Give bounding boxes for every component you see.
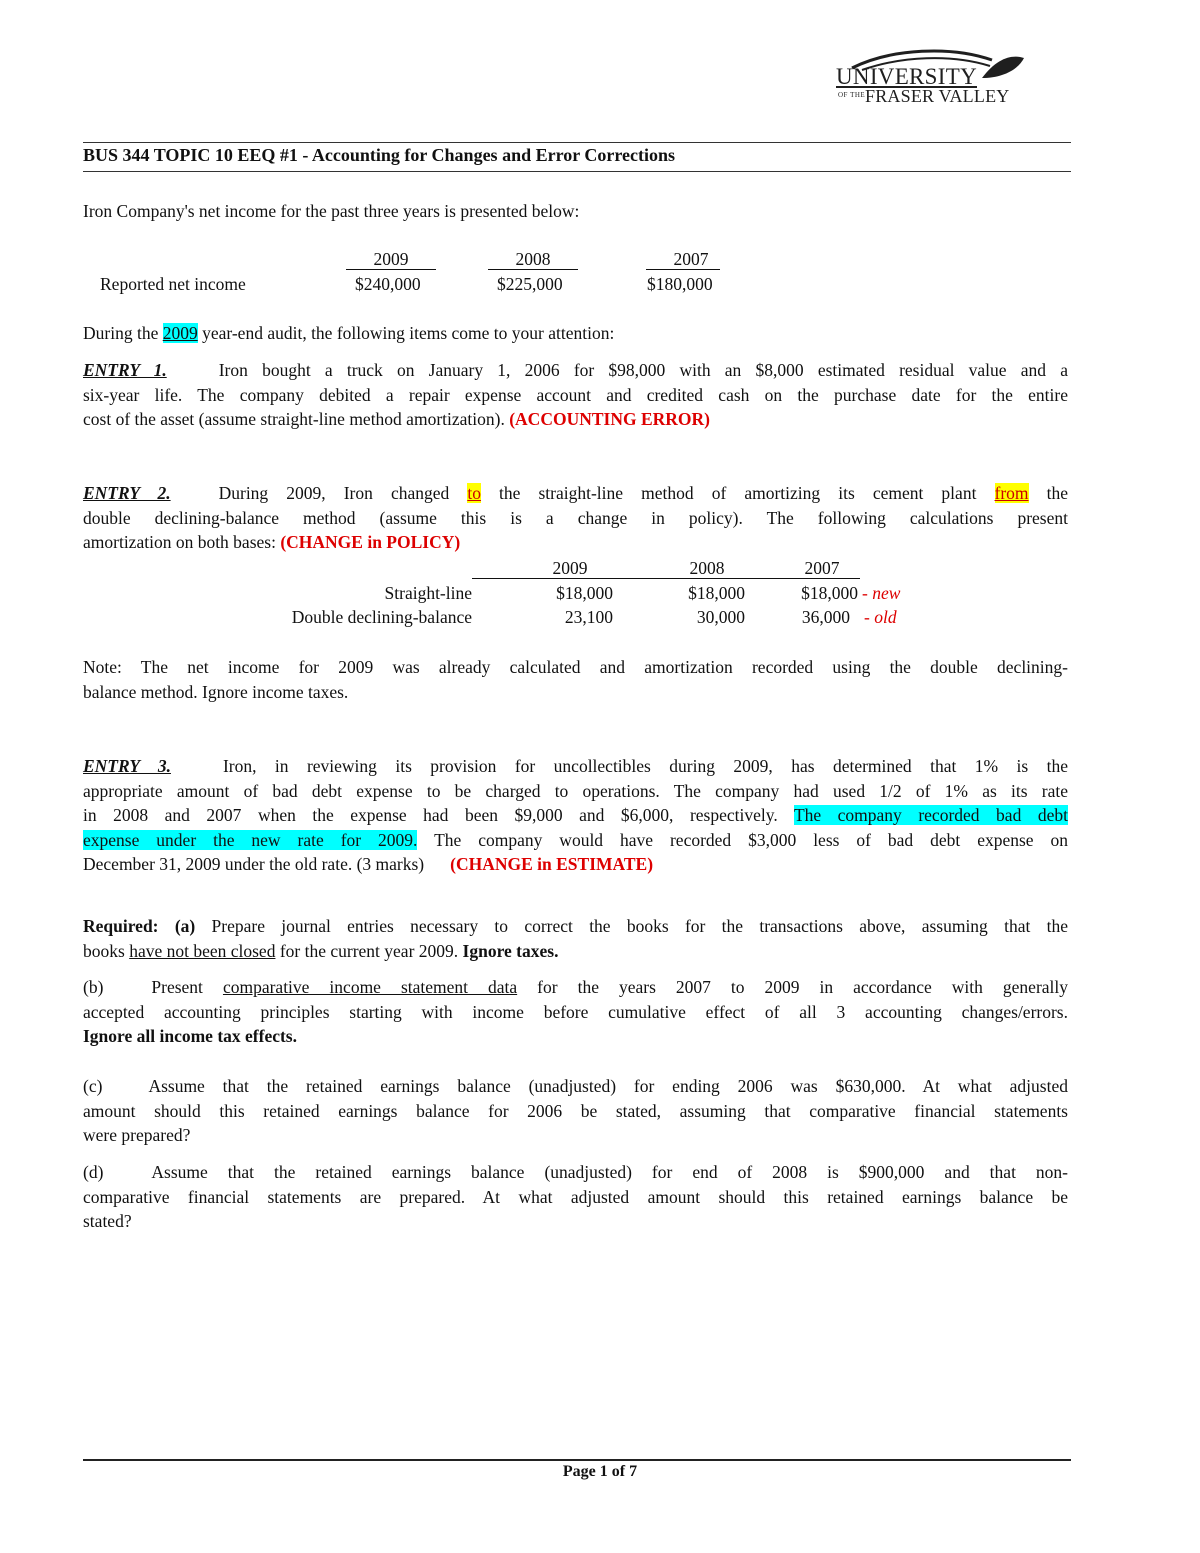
entry2-line3: amortization on both bases: <box>83 532 276 553</box>
entry3-highlight-a: The company recorded bad debt <box>793 805 1068 826</box>
audit-line <box>83 321 614 345</box>
required-a-label: (a) <box>174 916 196 936</box>
title-top-rule <box>83 142 1071 143</box>
required-b-label: (b) <box>83 977 104 997</box>
entry3-line4-b: The company would have recorded $3,000 less of bad debt expense on <box>434 829 1069 850</box>
amort-value: 36,000 <box>801 607 850 627</box>
entry3-line1: Iron, in reviewing its provision for uncollectibles during 2009, has determined that 1% is the <box>222 756 1068 776</box>
ni-year-underline <box>346 269 436 270</box>
entry2-label: ENTRY 2. <box>83 483 171 503</box>
required-b-line2: accepted accounting principles starting with income before cumulative effect of all 3 accounting changes/errors. <box>83 1001 1068 1022</box>
ni-value-2009: $240,000 <box>355 274 421 294</box>
entry3-tag: (CHANGE in ESTIMATE) <box>450 854 654 875</box>
required-c-line3: were prepared? <box>83 1125 191 1146</box>
entry2-from-highlight: from <box>994 483 1029 503</box>
logo-university-text: UNIVERSITY <box>836 64 977 89</box>
entry2-line2: double declining-balance method (assume this is a change in policy). The following calculations present <box>83 507 1068 528</box>
ni-year-underline <box>488 269 578 270</box>
amort-year-2007: 2007 <box>804 558 840 578</box>
logo-fraser-valley-text: FRASER VALLEY <box>865 86 1010 106</box>
entry1-last-line: cost of the asset (assume straight-line method amortization). <box>83 409 505 430</box>
audit-year-highlight: 2009 <box>162 323 198 343</box>
amort-header-underline <box>472 578 860 579</box>
entry1-paragraph <box>83 358 1068 432</box>
required-c-line1: Assume that the retained earnings balance (unadjusted) for ending 2006 was $630,000. At what adjusted <box>148 1076 1068 1096</box>
ni-year-2008: 2008 <box>515 249 551 269</box>
entry2-paragraph <box>83 481 1068 555</box>
logo-of-the-text: OF THE <box>838 91 866 99</box>
footer-rule <box>83 1459 1071 1461</box>
audit-before-text: During the <box>83 323 159 343</box>
amort-value: 30,000 <box>696 607 745 627</box>
entry1-line2: six-year life. The company debited a repair expense account and credited cash on the purchase date for the entire <box>83 384 1068 405</box>
entry3-paragraph <box>83 754 1068 877</box>
amort-row-label: Double declining-balance <box>291 607 472 627</box>
required-d-line1: Assume that the retained earnings balance (unadjusted) for end of 2008 is $900,000 and that non- <box>151 1162 1068 1182</box>
ni-year-underline <box>646 269 720 270</box>
required-b-line3: Ignore all income tax effects. <box>83 1026 297 1047</box>
amort-row-note: - new <box>862 583 901 603</box>
required-d-line3: stated? <box>83 1211 132 1232</box>
audit-after-text: year-end audit, the following items come to your attention: <box>202 323 615 343</box>
amort-value: $18,000 <box>556 583 613 603</box>
page-number: Page 1 of 7 <box>562 1463 638 1480</box>
note-line2: balance method. Ignore income taxes. <box>83 681 349 702</box>
amort-row-label: Straight-line <box>384 583 472 603</box>
amort-value: 23,100 <box>564 607 613 627</box>
amort-year-2008: 2008 <box>689 558 725 578</box>
amort-value: $18,000 <box>688 583 745 603</box>
university-logo <box>832 44 1028 110</box>
entry1-label: ENTRY 1. <box>83 360 167 380</box>
ni-year-2007: 2007 <box>673 249 709 269</box>
note-paragraph <box>83 655 1068 704</box>
amort-value: $18,000 <box>801 583 858 603</box>
amort-year-2009: 2009 <box>552 558 588 578</box>
entry2-line1-c: the <box>1046 483 1069 503</box>
required-d-line2: comparative financial statements are prepared. At what adjusted amount should this retained earnings balance be <box>83 1186 1068 1207</box>
required-d-label: (d) <box>83 1162 104 1182</box>
ni-year-2009: 2009 <box>373 249 409 269</box>
entry1-line1: Iron bought a truck on January 1, 2006 for $98,000 with an $8,000 estimated residual value and a <box>218 360 1068 380</box>
required-a-line2-b: for the current year 2009. <box>279 940 459 961</box>
entry2-line1-b: the straight-line method of amortizing its cement plant <box>499 483 977 503</box>
required-c-paragraph <box>83 1074 1068 1148</box>
title-bottom-rule <box>83 171 1071 172</box>
entry3-line2: appropriate amount of bad debt expense to be charged to operations. The company had used 1/2 of 1% as its rate <box>83 780 1068 801</box>
note-line1: Note: The net income for 2009 was already calculated and amortization recorded using the double declining- <box>83 657 1068 677</box>
required-label: Required: <box>83 916 159 936</box>
entry2-to-highlight: to <box>467 483 481 503</box>
required-a-underlined: have not been closed <box>129 940 276 961</box>
required-b-line1-a: Present <box>151 977 203 997</box>
required-a-line2-a: books <box>83 940 125 961</box>
ni-value-2007: $180,000 <box>647 274 713 294</box>
entry3-highlight-b: expense under the new rate for 2009. <box>83 829 418 850</box>
entry3-label: ENTRY 3. <box>83 756 171 776</box>
required-c-label: (c) <box>83 1076 103 1096</box>
required-a-paragraph <box>83 914 1068 963</box>
intro-text: Iron Company's net income for the past three years is presented below: <box>83 201 580 221</box>
required-a-line1: Prepare journal entries necessary to correct the books for the transactions above, assuming that the <box>211 916 1069 936</box>
required-b-line1-b: for the years 2007 to 2009 in accordance with generally <box>537 977 1069 997</box>
required-b-paragraph <box>83 975 1068 1049</box>
entry2-tag: (CHANGE in POLICY) <box>280 532 461 553</box>
required-a-bold: Ignore taxes. <box>462 940 559 961</box>
ni-value-2008: $225,000 <box>497 274 563 294</box>
ni-row-label: Reported net income <box>100 274 246 294</box>
entry3-line5: December 31, 2009 under the old rate. (3 marks) <box>83 854 425 875</box>
required-d-paragraph <box>83 1160 1068 1234</box>
entry1-tag: (ACCOUNTING ERROR) <box>509 409 710 430</box>
amort-row-note: - old <box>864 607 897 627</box>
entry3-line3-a: in 2008 and 2007 when the expense had been $9,000 and $6,000, respectively. <box>83 805 778 826</box>
required-c-line2: amount should this retained earnings balance for 2006 be stated, assuming that comparative financial statements <box>83 1100 1068 1121</box>
required-b-underlined: comparative income statement data <box>222 977 518 997</box>
entry2-line1-a: During 2009, Iron changed <box>218 483 450 503</box>
page-title: BUS 344 TOPIC 10 EEQ #1 - Accounting for Changes and Error Corrections <box>83 145 676 165</box>
